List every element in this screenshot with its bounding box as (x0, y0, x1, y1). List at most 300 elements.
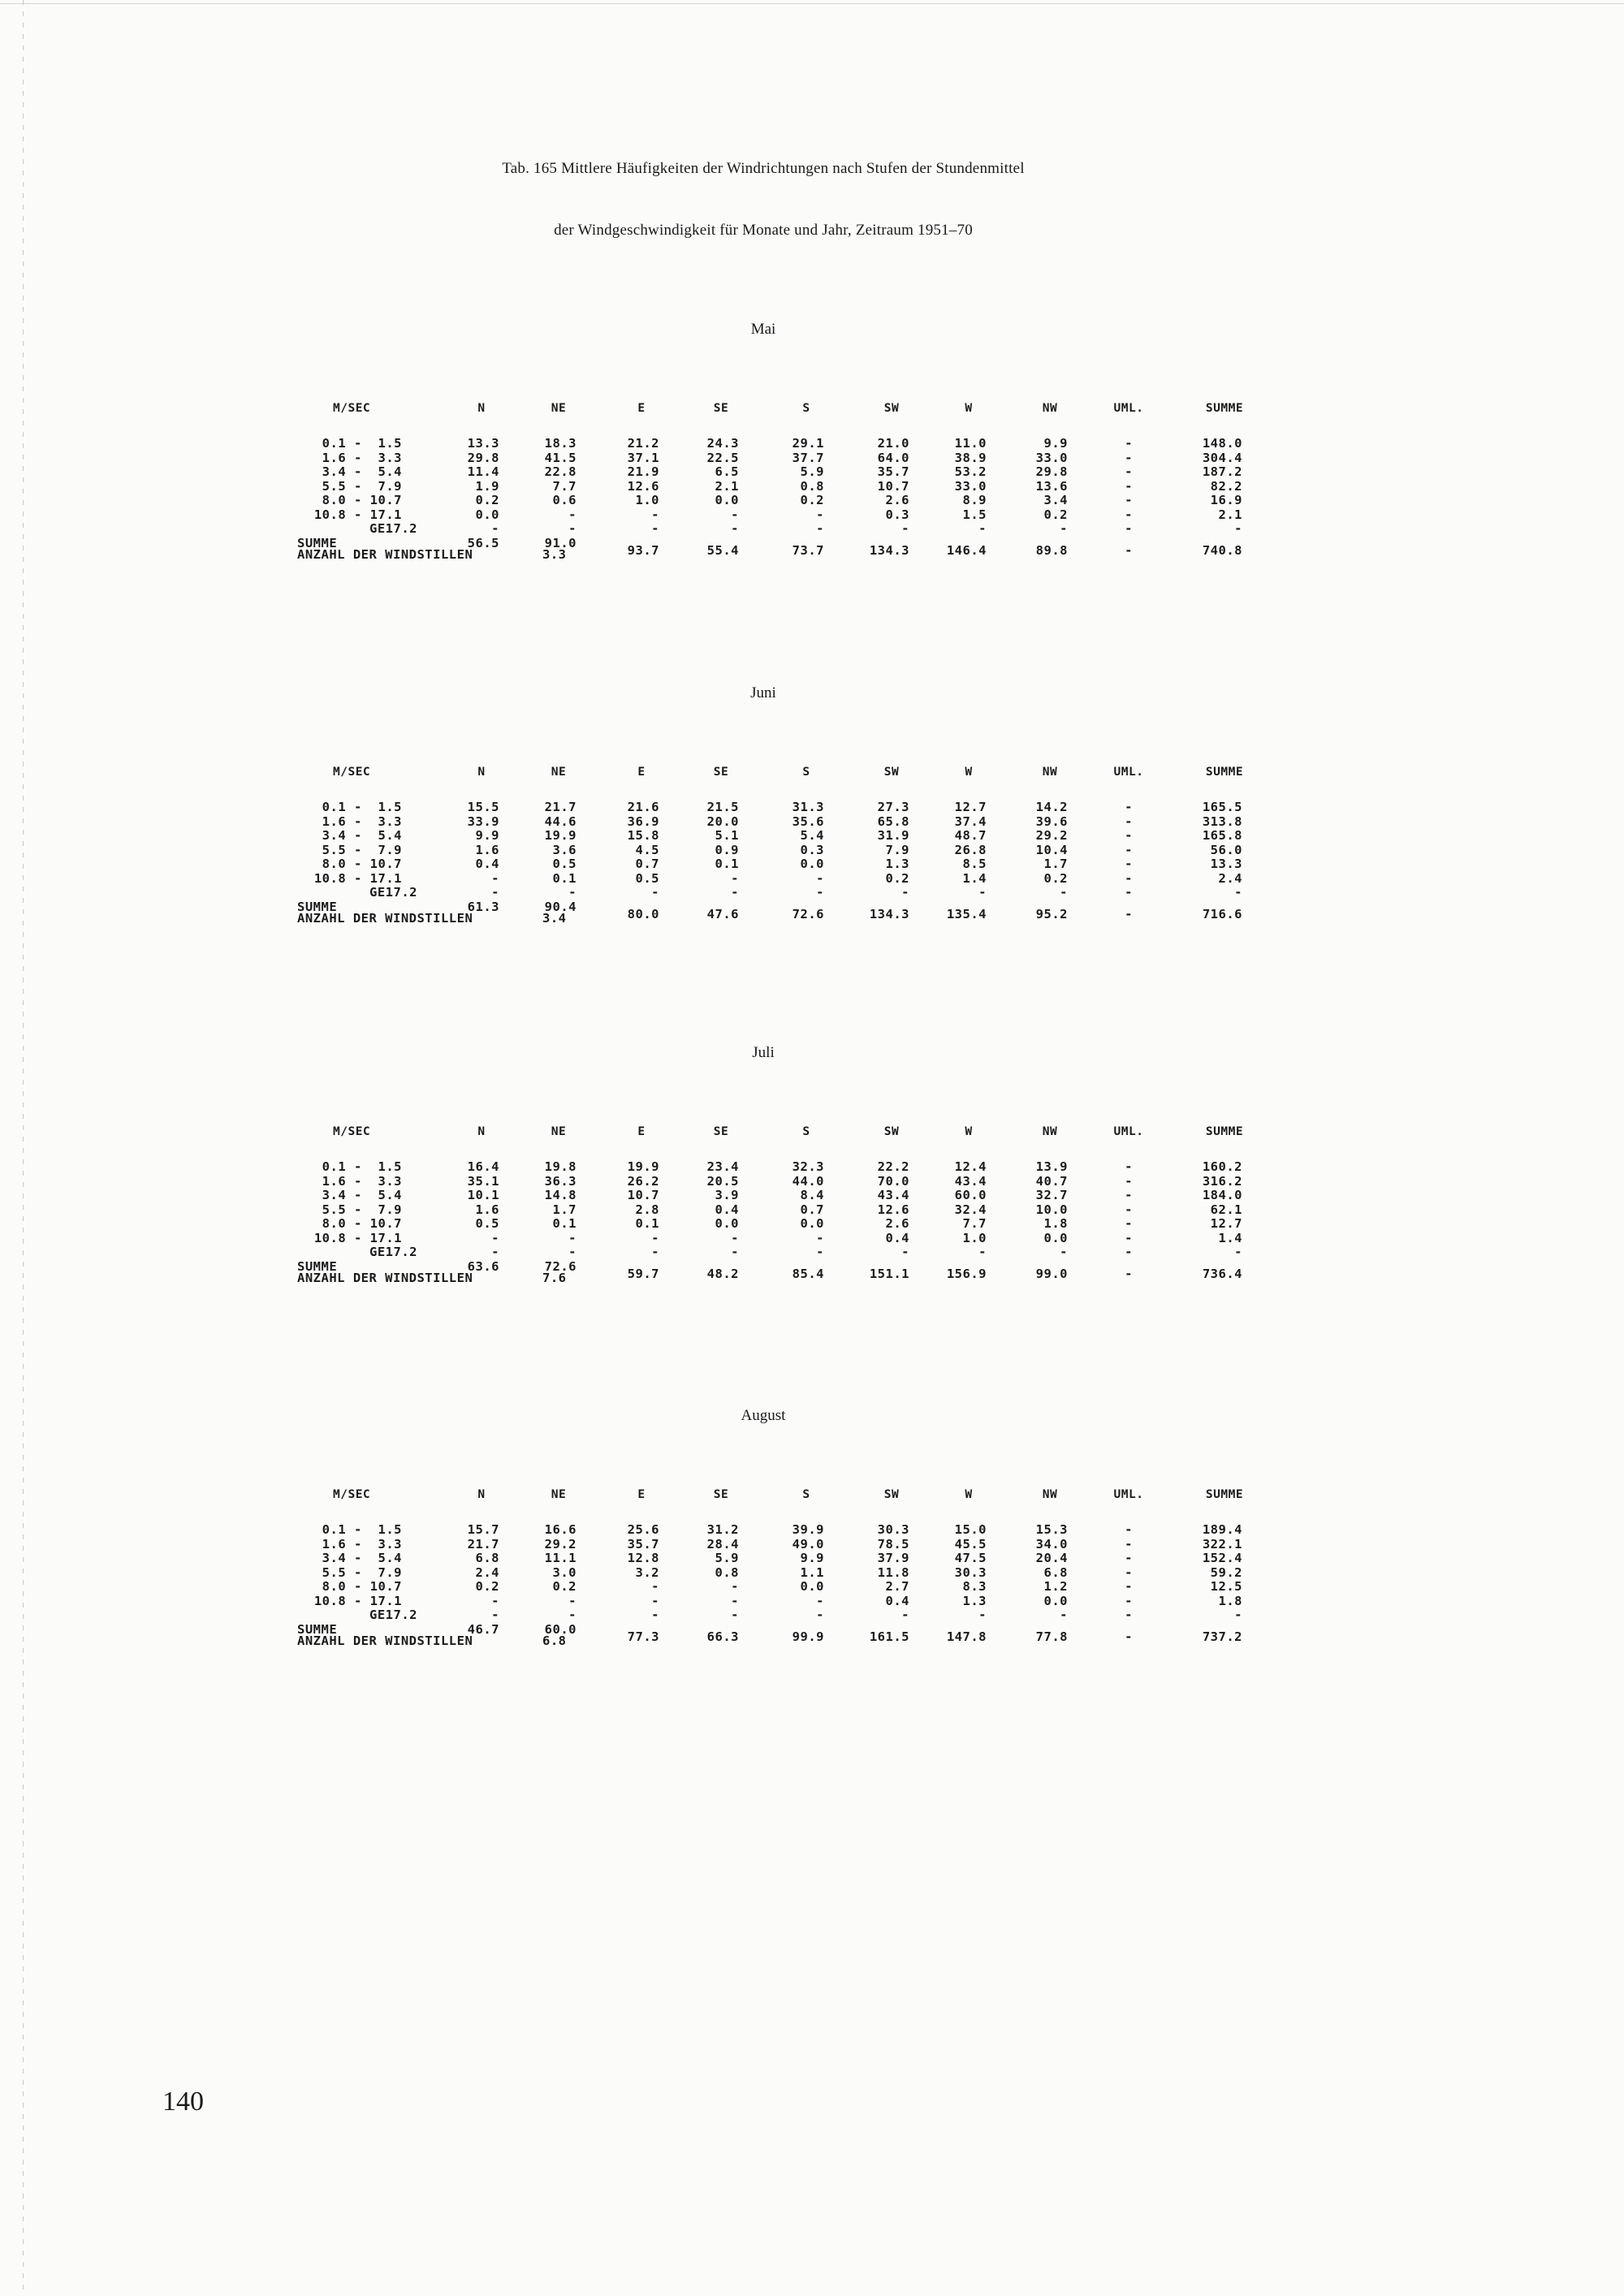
column-header: SW (883, 402, 900, 415)
calm-value: 6.8 (542, 1634, 567, 1648)
table-cell: - (1060, 885, 1068, 900)
table-cell: - (1125, 507, 1133, 522)
table-cell: 60.0 (544, 1621, 577, 1637)
table-cell: 0.2 (475, 493, 499, 507)
table-cell: 1.0 (962, 1230, 987, 1245)
table-cell: 165.8 (1202, 828, 1242, 843)
table-cell: - (491, 870, 499, 886)
column-header: NW (1042, 766, 1058, 779)
table-cell: 7.7 (962, 1216, 987, 1231)
table-cell: 35.7 (877, 464, 909, 479)
table-cell: - (1234, 885, 1242, 900)
table-cell: 148.0 (1202, 436, 1242, 451)
table-cell: 33.0 (954, 478, 987, 494)
table-cell: 15.5 (467, 800, 499, 814)
table-cell: - (1125, 1202, 1133, 1217)
column-header: S (802, 1488, 810, 1501)
table-cell: 313.8 (1202, 814, 1242, 829)
column-header: W (965, 766, 973, 779)
table-cell: - (651, 521, 659, 536)
table-cell: 59.2 (1210, 1564, 1242, 1580)
table-cell: 8.9 (962, 493, 987, 507)
table-cell: 60.0 (954, 1188, 987, 1202)
table-cell: 13.6 (1035, 478, 1068, 494)
calm-value: 3.4 (542, 911, 567, 926)
table-cell: 0.0 (715, 1216, 739, 1231)
table-cell: 0.9 (715, 842, 739, 857)
table-cell: 1.1 (800, 1564, 824, 1580)
column-header: SE (713, 1125, 729, 1138)
table-cell: 43.4 (877, 1188, 909, 1202)
column-header: N (477, 1488, 486, 1501)
column-header: M/SEC (333, 766, 371, 779)
table-cell: 82.2 (1210, 478, 1242, 494)
row-label: 1.6 - 3.3 (322, 1536, 402, 1552)
table-cell: 3.4 (1043, 493, 1068, 507)
row-label: GE17.2 (369, 885, 417, 900)
table-cell: 12.6 (877, 1202, 909, 1217)
table-cell: - (901, 1608, 909, 1622)
table-cell: 6.8 (1043, 1564, 1068, 1580)
column-header: W (965, 1125, 973, 1138)
table-cell: 12.4 (954, 1159, 987, 1174)
table-cell: - (816, 521, 824, 536)
table-cell: - (816, 1593, 824, 1608)
table-cell: 8.5 (962, 857, 987, 871)
table-cell: 27.3 (877, 800, 909, 814)
table-cell: - (568, 1608, 577, 1622)
table-cell: 1.4 (962, 870, 987, 886)
table-cell: 24.3 (706, 436, 739, 451)
table-cell: 15.8 (627, 828, 659, 843)
table-cell: - (1125, 1536, 1133, 1552)
table-cell: 37.7 (792, 450, 824, 465)
table-cell: 0.3 (800, 842, 824, 857)
column-header: SUMME (1205, 766, 1244, 779)
table-cell: - (816, 1608, 824, 1622)
row-label: 0.1 - 1.5 (322, 436, 402, 451)
table-cell: 95.2 (1035, 906, 1068, 921)
table-cell: 160.2 (1202, 1159, 1242, 1174)
table-cell: 2.6 (885, 493, 909, 507)
table-cell: - (816, 885, 824, 900)
table-cell: - (1125, 1608, 1133, 1622)
table-cell: 134.3 (869, 542, 909, 558)
table-cell: 2.6 (885, 1216, 909, 1231)
column-header: UML. (1113, 766, 1144, 779)
table-cell: 11.8 (877, 1564, 909, 1580)
table-cell: 22.2 (877, 1159, 909, 1174)
table-cell: 29.8 (1035, 464, 1068, 479)
column-header: NE (551, 402, 567, 415)
table-cell: 20.5 (706, 1173, 739, 1189)
table-cell: - (651, 885, 659, 900)
table-cell: 0.2 (1043, 507, 1068, 522)
table-cell: - (1125, 870, 1133, 886)
column-header: N (477, 766, 486, 779)
row-label: 10.8 - 17.1 (313, 507, 402, 522)
table-cell: 1.0 (635, 493, 659, 507)
column-header: M/SEC (333, 1125, 371, 1138)
table-cell: 7.9 (885, 842, 909, 857)
table-cell: 32.4 (954, 1202, 987, 1217)
table-cell: 26.2 (627, 1173, 659, 1189)
table-cell: 0.0 (800, 857, 824, 871)
column-header: UML. (1113, 1125, 1144, 1138)
table-cell: 0.2 (1043, 870, 1068, 886)
column-header: SW (883, 1488, 900, 1501)
month-title: Juli (752, 1044, 775, 1061)
column-header: S (802, 1125, 810, 1138)
table-cell: 30.3 (877, 1522, 909, 1537)
table-cell: - (1125, 1188, 1133, 1202)
column-header: E (637, 766, 646, 779)
calm-label: ANZAHL DER WINDSTILLEN (297, 1271, 473, 1285)
table-cell: 37.9 (877, 1551, 909, 1565)
table-cell: 2.1 (715, 478, 739, 494)
table-cell: 35.7 (627, 1536, 659, 1552)
table-cell: 5.9 (715, 1551, 739, 1565)
row-label: 8.0 - 10.7 (322, 1216, 402, 1231)
table-cell: 8.3 (962, 1579, 987, 1594)
table-cell: 41.5 (544, 450, 577, 465)
table-cell: 15.3 (1035, 1522, 1068, 1537)
table-cell: 21.7 (467, 1536, 499, 1552)
column-header: SE (713, 402, 729, 415)
column-header: S (802, 766, 810, 779)
table-cell: 187.2 (1202, 464, 1242, 479)
table-cell: 3.9 (715, 1188, 739, 1202)
table-cell: 63.6 (467, 1258, 499, 1274)
table-cell: 5.4 (800, 828, 824, 843)
table-cell: - (1125, 1593, 1133, 1608)
table-cell: - (1234, 1608, 1242, 1622)
table-cell: 15.7 (467, 1522, 499, 1537)
table-cell: - (1125, 842, 1133, 857)
column-header: NE (551, 1488, 567, 1501)
table-cell: 61.3 (467, 899, 499, 914)
table-cell: 8.4 (800, 1188, 824, 1202)
table-cell: 11.4 (467, 464, 499, 479)
table-cell: - (816, 870, 824, 886)
table-cell: 135.4 (946, 906, 987, 921)
table-cell: - (651, 1245, 659, 1259)
table-cell: 32.3 (792, 1159, 824, 1174)
table-cell: - (568, 1593, 577, 1608)
table-cell: - (1125, 450, 1133, 465)
table-cell: 21.0 (877, 436, 909, 451)
column-header: W (965, 402, 973, 415)
table-cell: 21.9 (627, 464, 659, 479)
row-label: 3.4 - 5.4 (322, 1188, 402, 1202)
column-header: SE (713, 766, 729, 779)
row-label: SUMME (297, 1621, 338, 1637)
table-cell: 77.8 (1035, 1629, 1068, 1644)
table-cell: 62.1 (1210, 1202, 1242, 1217)
table-cell: - (1125, 1230, 1133, 1245)
table-cell: 0.2 (552, 1579, 577, 1594)
table-cell: 0.5 (635, 870, 659, 886)
table-caption-line-1: Tab. 165 Mittlere Häufigkeiten der Windrichtungen nach Stufen der Stundenmittel (502, 160, 1025, 177)
table-cell: - (1125, 1159, 1133, 1174)
table-cell: 1.6 (475, 842, 499, 857)
table-cell: 0.3 (885, 507, 909, 522)
column-header: E (637, 402, 646, 415)
table-cell: 85.4 (792, 1266, 824, 1281)
table-cell: 10.7 (877, 478, 909, 494)
table-cell: 78.5 (877, 1536, 909, 1552)
table-cell: 716.6 (1202, 906, 1242, 921)
table-cell: 3.6 (552, 842, 577, 857)
table-cell: 2.4 (475, 1564, 499, 1580)
table-cell: 47.5 (954, 1551, 987, 1565)
table-cell: 13.3 (1210, 857, 1242, 871)
table-cell: 9.9 (800, 1551, 824, 1565)
column-header: E (637, 1125, 646, 1138)
table-cell: 29.2 (544, 1536, 577, 1552)
calm-label: ANZAHL DER WINDSTILLEN (297, 547, 473, 562)
table-cell: - (1125, 800, 1133, 814)
table-cell: 44.6 (544, 814, 577, 829)
table-cell: 45.5 (954, 1536, 987, 1552)
row-label: 8.0 - 10.7 (322, 1579, 402, 1594)
table-cell: 2.1 (1218, 507, 1242, 522)
table-cell: 73.7 (792, 542, 824, 558)
table-cell: - (568, 507, 577, 522)
table-cell: 0.0 (800, 1579, 824, 1594)
table-cell: 12.6 (627, 478, 659, 494)
row-label: 8.0 - 10.7 (322, 857, 402, 871)
table-cell: 3.2 (635, 1564, 659, 1580)
table-cell: - (1060, 521, 1068, 536)
table-cell: 56.5 (467, 535, 499, 550)
row-label: GE17.2 (369, 1245, 417, 1259)
table-cell: 13.9 (1035, 1159, 1068, 1174)
table-cell: 0.2 (475, 1579, 499, 1594)
page-number: 140 (162, 2087, 204, 2117)
calm-label: ANZAHL DER WINDSTILLEN (297, 911, 473, 926)
table-cell: 29.2 (1035, 828, 1068, 843)
table-cell: - (1125, 478, 1133, 494)
table-cell: - (978, 521, 987, 536)
column-header: W (965, 1488, 973, 1501)
table-cell: 38.9 (954, 450, 987, 465)
table-cell: 37.1 (627, 450, 659, 465)
table-cell: 0.5 (475, 1216, 499, 1231)
table-cell: - (1125, 828, 1133, 843)
table-cell: - (1125, 857, 1133, 871)
table-cell: - (1060, 1608, 1068, 1622)
table-cell: 35.6 (792, 814, 824, 829)
table-cell: 0.2 (800, 493, 824, 507)
column-header: NE (551, 1125, 567, 1138)
table-cell: 147.8 (946, 1629, 987, 1644)
table-cell: 55.4 (706, 542, 739, 558)
table-cell: - (816, 1230, 824, 1245)
table-cell: 10.4 (1035, 842, 1068, 857)
table-cell: 12.8 (627, 1551, 659, 1565)
row-label: GE17.2 (369, 1608, 417, 1622)
table-cell: 47.6 (706, 906, 739, 921)
table-cell: 1.7 (552, 1202, 577, 1217)
table-cell: 189.4 (1202, 1522, 1242, 1537)
table-cell: 1.8 (1218, 1593, 1242, 1608)
column-header: SE (713, 1488, 729, 1501)
row-label: 0.1 - 1.5 (322, 1159, 402, 1174)
table-cell: 44.0 (792, 1173, 824, 1189)
row-label: 5.5 - 7.9 (322, 1564, 402, 1580)
table-cell: 39.6 (1035, 814, 1068, 829)
table-cell: 21.5 (706, 800, 739, 814)
table-cell: 90.4 (544, 899, 577, 914)
table-cell: 11.1 (544, 1551, 577, 1565)
table-cell: 21.2 (627, 436, 659, 451)
table-cell: 16.6 (544, 1522, 577, 1537)
table-cell: 737.2 (1202, 1629, 1242, 1644)
table-cell: - (651, 1593, 659, 1608)
table-cell: 31.2 (706, 1522, 739, 1537)
month-title: August (741, 1407, 786, 1424)
table-cell: - (816, 1245, 824, 1259)
table-cell: 34.0 (1035, 1536, 1068, 1552)
table-cell: - (1125, 493, 1133, 507)
table-cell: - (1125, 1216, 1133, 1231)
column-header: SW (883, 766, 900, 779)
table-cell: 29.1 (792, 436, 824, 451)
table-cell: 14.2 (1035, 800, 1068, 814)
column-header: N (477, 1125, 486, 1138)
table-cell: - (1234, 1245, 1242, 1259)
table-cell: 31.9 (877, 828, 909, 843)
table-cell: 99.0 (1035, 1266, 1068, 1281)
table-cell: 3.0 (552, 1564, 577, 1580)
table-cell: - (568, 1245, 577, 1259)
table-cell: - (491, 1608, 499, 1622)
scan-margin-line (23, 0, 24, 2296)
table-cell: - (491, 1230, 499, 1245)
table-cell: 0.5 (552, 857, 577, 871)
column-header: NW (1042, 1125, 1058, 1138)
table-cell: 0.1 (552, 1216, 577, 1231)
column-header: SUMME (1205, 1488, 1244, 1501)
table-cell: - (1125, 906, 1133, 921)
table-cell: 0.8 (800, 478, 824, 494)
table-cell: - (901, 1245, 909, 1259)
table-cell: 0.0 (800, 1216, 824, 1231)
table-cell: 19.9 (544, 828, 577, 843)
table-cell: 46.7 (467, 1621, 499, 1637)
table-cell: 6.5 (715, 464, 739, 479)
table-cell: 736.4 (1202, 1266, 1242, 1281)
table-cell: 1.9 (475, 478, 499, 494)
table-cell: - (1125, 1266, 1133, 1281)
table-cell: - (731, 870, 739, 886)
table-cell: 20.0 (706, 814, 739, 829)
table-cell: 14.8 (544, 1188, 577, 1202)
table-cell: 53.2 (954, 464, 987, 479)
table-cell: 39.9 (792, 1522, 824, 1537)
table-cell: 6.8 (475, 1551, 499, 1565)
table-cell: - (1060, 1245, 1068, 1259)
table-cell: 10.1 (467, 1188, 499, 1202)
table-cell: 91.0 (544, 535, 577, 550)
table-cell: - (651, 1230, 659, 1245)
table-cell: 18.3 (544, 436, 577, 451)
table-cell: 15.0 (954, 1522, 987, 1537)
table-cell: 89.8 (1035, 542, 1068, 558)
column-header: NW (1042, 1488, 1058, 1501)
table-cell: 0.7 (635, 857, 659, 871)
table-cell: 23.4 (706, 1159, 739, 1174)
column-header: SW (883, 1125, 900, 1138)
table-cell: - (1234, 521, 1242, 536)
table-cell: 49.0 (792, 1536, 824, 1552)
table-cell: 134.3 (869, 906, 909, 921)
row-label: 8.0 - 10.7 (322, 493, 402, 507)
row-label: 3.4 - 5.4 (322, 1551, 402, 1565)
table-cell: 2.7 (885, 1579, 909, 1594)
table-cell: - (651, 507, 659, 522)
row-label: SUMME (297, 1258, 338, 1274)
table-cell: 165.5 (1202, 800, 1242, 814)
table-cell: 1.3 (962, 1593, 987, 1608)
table-cell: 0.7 (800, 1202, 824, 1217)
calm-label: ANZAHL DER WINDSTILLEN (297, 1634, 473, 1648)
table-cell: 184.0 (1202, 1188, 1242, 1202)
table-cell: 31.3 (792, 800, 824, 814)
table-cell: - (731, 521, 739, 536)
table-cell: 93.7 (627, 542, 659, 558)
column-header: E (637, 1488, 646, 1501)
table-cell: 20.4 (1035, 1551, 1068, 1565)
row-label: 1.6 - 3.3 (322, 450, 402, 465)
table-cell: 21.7 (544, 800, 577, 814)
table-cell: 9.9 (1043, 436, 1068, 451)
table-cell: - (568, 885, 577, 900)
table-cell: 0.6 (552, 493, 577, 507)
table-cell: 1.2 (1043, 1579, 1068, 1594)
table-cell: - (568, 1230, 577, 1245)
month-title: Juni (750, 684, 776, 701)
table-cell: 43.4 (954, 1173, 987, 1189)
table-cell: - (731, 1579, 739, 1594)
table-cell: 10.7 (627, 1188, 659, 1202)
table-caption-line-2: der Windgeschwindigkeit für Monate und Jahr, Zeitraum 1951–70 (554, 222, 973, 239)
table-cell: 26.8 (954, 842, 987, 857)
table-cell: 59.7 (627, 1266, 659, 1281)
table-cell: 25.6 (627, 1522, 659, 1537)
table-cell: 0.4 (715, 1202, 739, 1217)
table-cell: - (1125, 1629, 1133, 1644)
table-cell: 19.8 (544, 1159, 577, 1174)
table-cell: 0.0 (715, 493, 739, 507)
table-cell: 12.7 (1210, 1216, 1242, 1231)
table-cell: - (1125, 885, 1133, 900)
table-cell: 9.9 (475, 828, 499, 843)
column-header: M/SEC (333, 1488, 371, 1501)
table-cell: 7.7 (552, 478, 577, 494)
table-cell: 33.0 (1035, 450, 1068, 465)
table-cell: - (568, 521, 577, 536)
table-cell: - (816, 507, 824, 522)
table-cell: - (731, 1608, 739, 1622)
row-label: 10.8 - 17.1 (313, 870, 402, 886)
table-cell: - (651, 1608, 659, 1622)
table-cell: 65.8 (877, 814, 909, 829)
table-cell: 66.3 (706, 1629, 739, 1644)
table-cell: 32.7 (1035, 1188, 1068, 1202)
table-cell: 72.6 (792, 906, 824, 921)
